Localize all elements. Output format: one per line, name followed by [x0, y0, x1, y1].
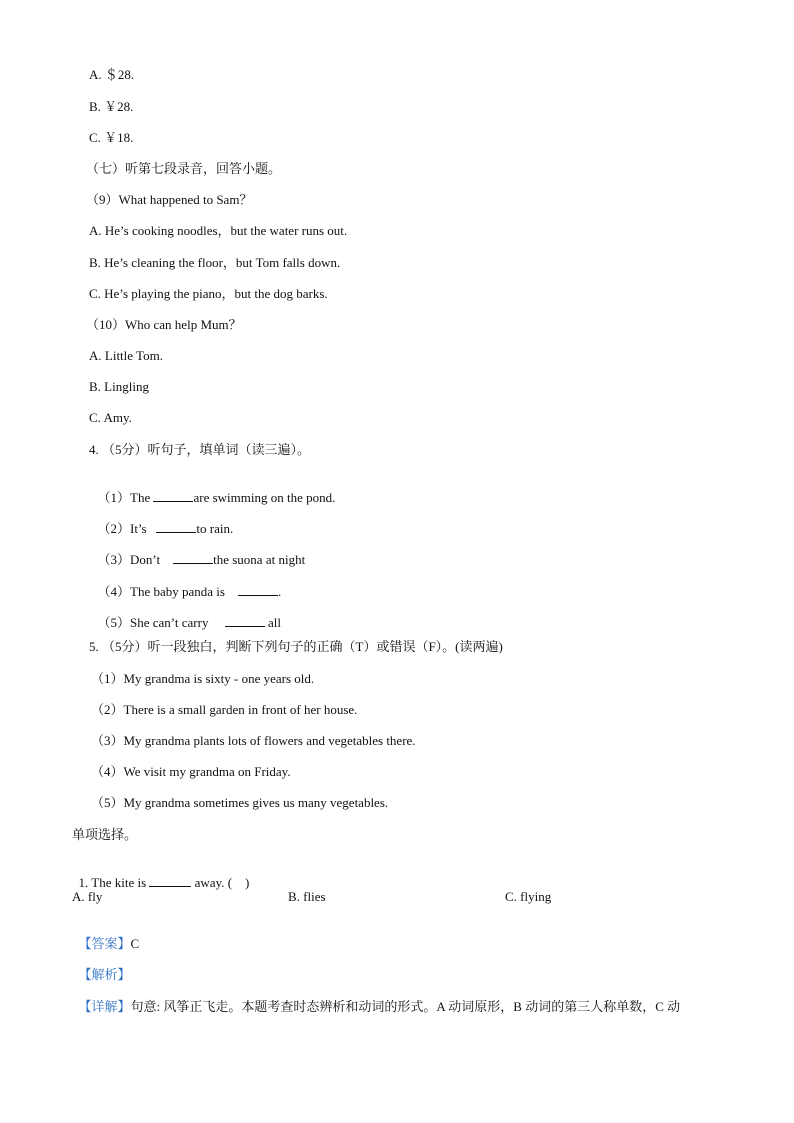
q5-item-1: （1）My grandma is sixty - one years old. — [91, 671, 315, 686]
sc-q1-after: away. ( ) — [191, 875, 250, 890]
sc-q1-option-c: C. flying — [505, 889, 552, 904]
q4-item-2-before: （2）It’s — [97, 521, 157, 536]
q4-item-1-blank[interactable] — [153, 489, 193, 502]
detail-text: 句意: 风筝正飞走。本题考查时态辨析和动词的形式。A 动词原形，B 动词的第三人称单数，C 动 — [130, 999, 681, 1014]
q4-heading: 4. （5分）听句子，填单词（读三遍）。 — [89, 442, 311, 457]
q4-item-2-blank[interactable] — [156, 520, 196, 533]
q8-option-a: A. ＄28. — [89, 67, 135, 82]
q9-option-b: B. He’s cleaning the floor，but Tom falls down. — [89, 255, 341, 270]
q8-option-b: B. ￥28. — [89, 99, 134, 114]
q4-item-4-blank[interactable] — [238, 583, 278, 596]
q4-item-1 — [91, 473, 335, 506]
q4-item-5-before: （5）She can’t carry — [97, 615, 225, 630]
detail-line — [72, 983, 680, 1015]
q5-item-5: （5）My grandma sometimes gives us many vegetables. — [91, 795, 389, 810]
q8-option-c: C. ￥18. — [89, 130, 134, 145]
sc-q1-blank[interactable] — [149, 874, 191, 887]
detail-label: 【详解】 — [78, 999, 131, 1014]
q4-item-5 — [91, 598, 281, 631]
q10-option-c: C. Amy. — [89, 410, 132, 425]
q10-option-b: B. Lingling — [89, 379, 149, 394]
q9-option-c: C. He’s playing the piano，but the dog barks. — [89, 286, 328, 301]
answer-line — [72, 920, 139, 952]
q4-item-3-blank[interactable] — [173, 551, 213, 564]
analysis-label: 【解析】 — [78, 967, 131, 982]
q5-item-4: （4）We visit my grandma on Friday. — [91, 764, 291, 779]
q4-item-5-after: all — [264, 615, 281, 630]
q5-heading: 5. （5分）听一段独白，判断下列句子的正确（T）或错误（F）。(读两遍) — [89, 639, 503, 654]
sc-q1-question — [72, 858, 249, 891]
analysis-line — [72, 951, 131, 983]
q10-question: （10）Who can help Mum？ — [86, 317, 242, 332]
q4-item-3 — [91, 535, 305, 568]
q4-item-2 — [91, 504, 233, 537]
sc-q1-option-b: B. flies — [288, 889, 326, 904]
answer-label: 【答案】 — [78, 936, 131, 951]
q5-item-3: （3）My grandma plants lots of flowers and vegetables there. — [91, 733, 416, 748]
q4-item-4 — [91, 567, 281, 600]
q5-item-2: （2）There is a small garden in front of her house. — [91, 702, 358, 717]
q10-option-a: A. Little Tom. — [89, 348, 163, 363]
sc-q1-before: 1. The kite is — [78, 875, 150, 890]
sc-q1-option-a: A. fly — [72, 889, 103, 904]
q9-option-a: A. He’s cooking noodles，but the water runs out. — [89, 223, 348, 238]
q4-item-4-before: （4）The baby panda is — [97, 584, 238, 599]
q4-item-5-blank[interactable] — [225, 614, 265, 627]
q4-item-4-after: . — [277, 584, 282, 599]
q9-question: （9）What happened to Sam？ — [86, 192, 253, 207]
q4-item-1-after: are swimming on the pond. — [193, 490, 336, 505]
q4-item-2-after: to rain. — [196, 521, 234, 536]
q4-item-3-before: （3）Don’t — [97, 552, 174, 567]
answer-value: C — [130, 936, 140, 951]
single-choice-heading: 单项选择。 — [72, 827, 138, 842]
sc-q1-options — [72, 889, 732, 905]
part7-heading: （七）听第七段录音，回答小题。 — [86, 161, 282, 176]
q4-item-1-before: （1）The — [97, 490, 154, 505]
q4-item-3-after: the suona at night — [213, 552, 306, 567]
